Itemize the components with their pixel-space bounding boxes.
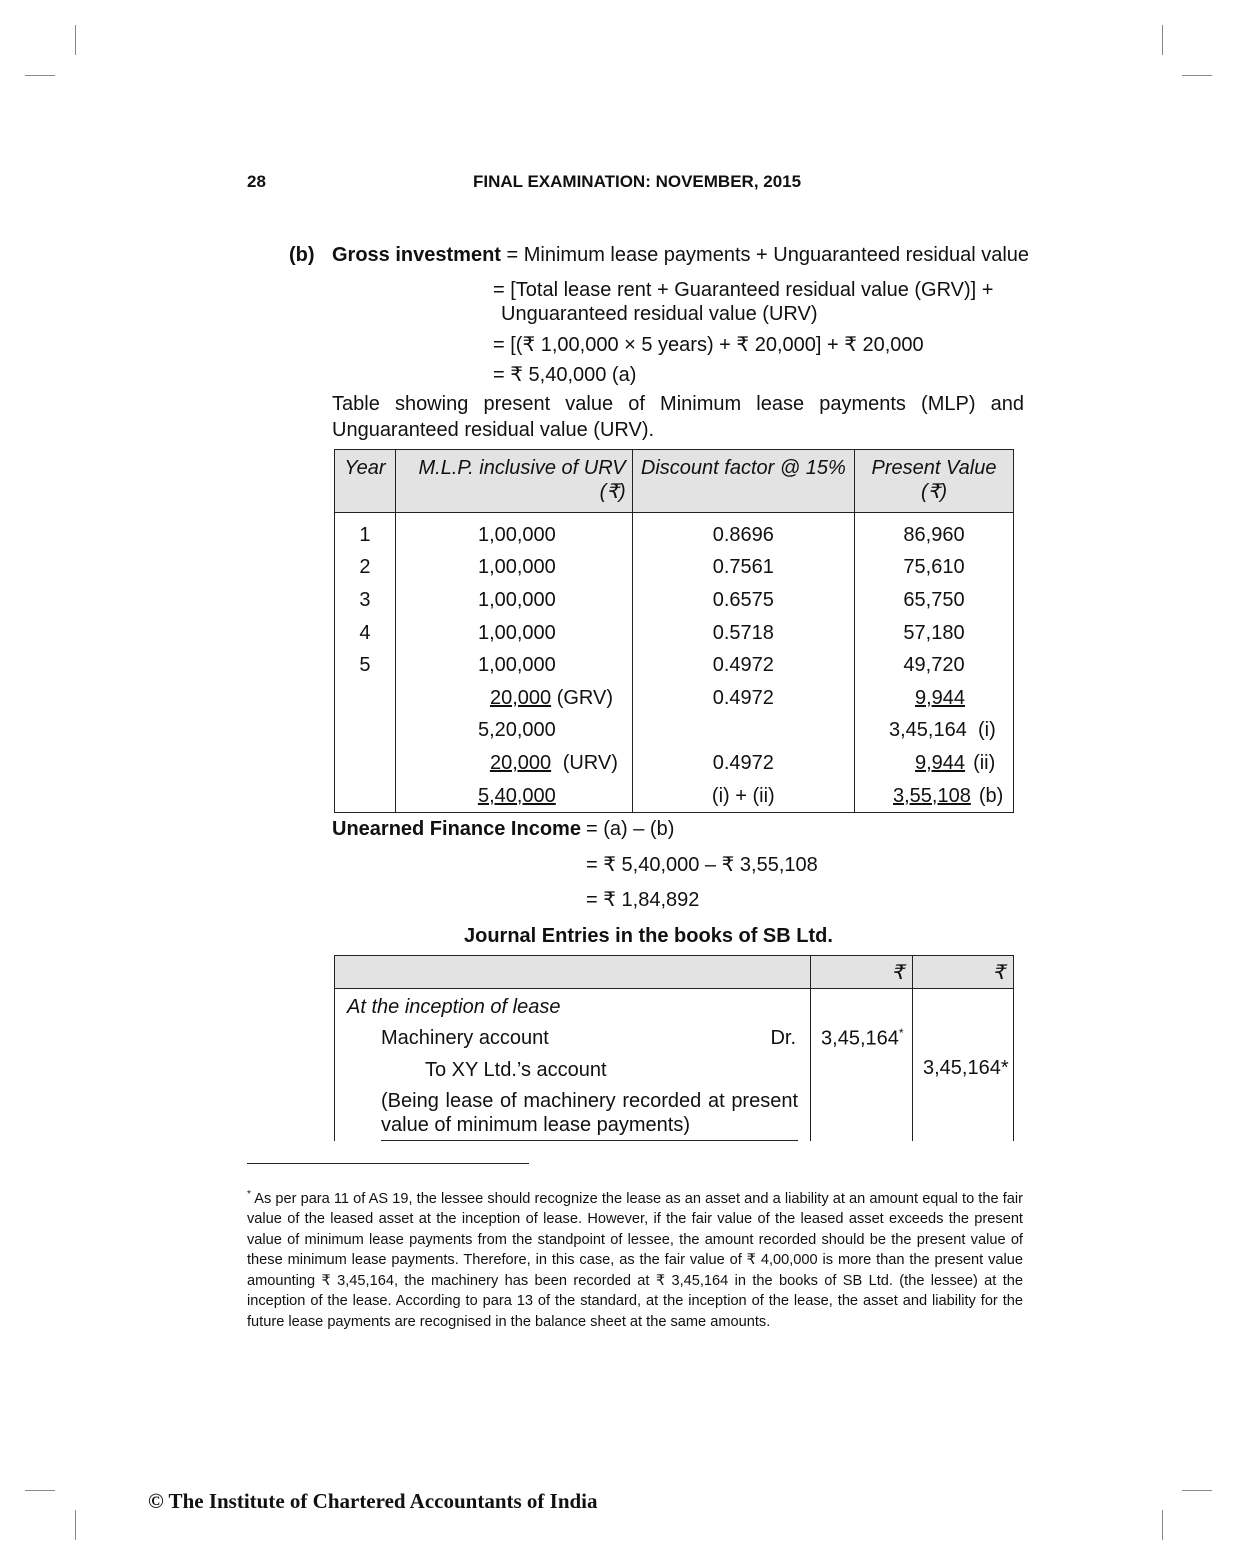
gross-investment-term: Gross investment xyxy=(332,244,501,266)
footnote-mark: * xyxy=(247,1189,251,1200)
cell-pv: 9,944 (ii) xyxy=(855,747,1014,780)
cell-pv: 65,750 xyxy=(855,584,1014,617)
grv-amount: 20,000 xyxy=(489,686,552,709)
table-row-subtotal xyxy=(335,715,1014,748)
cell-pv: 57,180 xyxy=(855,617,1014,650)
table-row xyxy=(335,552,1014,585)
journal-heading: At the inception of lease xyxy=(347,996,561,1018)
table-row xyxy=(335,584,1014,617)
cell-year xyxy=(335,747,396,780)
cell-pv: 3,55,108 (b) xyxy=(855,780,1014,813)
unearned-line-1: = (a) – (b) xyxy=(586,818,675,840)
cell-pv: 9,944 xyxy=(855,682,1014,715)
section-label: (b) xyxy=(289,244,315,266)
urv-suffix: (URV) xyxy=(562,751,618,774)
cell-pv: 49,720 xyxy=(855,649,1014,682)
journal-title: Journal Entries in the books of SB Ltd. xyxy=(464,925,833,947)
crop-mark xyxy=(1162,25,1163,55)
cell-year: 1 xyxy=(335,513,396,552)
table-row xyxy=(335,649,1014,682)
cell-df: 0.8696 xyxy=(632,513,854,552)
grv-suffix: (GRV) xyxy=(556,686,613,709)
journal-debit-amount-cell xyxy=(811,989,913,1142)
cell-df: 0.4972 xyxy=(632,682,854,715)
debit-account: Machinery account xyxy=(381,1027,549,1049)
crop-mark xyxy=(1162,1510,1163,1540)
credit-account: To XY Ltd.’s account xyxy=(425,1059,607,1081)
formula-line-3: = [(₹ 1,00,000 × 5 years) + ₹ 20,000] + ₹ 20,000 xyxy=(493,334,924,356)
table-header-row xyxy=(335,450,1014,513)
journal-particulars xyxy=(335,989,811,1142)
journal-header-debit: ₹ xyxy=(811,956,913,989)
narration-rule xyxy=(381,1137,798,1141)
table-row xyxy=(335,513,1014,552)
header-year: Year xyxy=(335,450,396,513)
table-row-urv xyxy=(335,747,1014,780)
crop-mark xyxy=(25,1490,55,1491)
cell-year: 3 xyxy=(335,584,396,617)
table-row-grv xyxy=(335,682,1014,715)
cell-mlp: 5,40,000 xyxy=(395,780,632,813)
gross-investment-formula: = Minimum lease payments + Unguaranteed residual value xyxy=(506,244,1030,266)
debit-footnote-mark: * xyxy=(898,1026,904,1040)
crop-mark xyxy=(1182,1490,1212,1491)
dr-label: Dr. xyxy=(770,1027,797,1049)
cell-mlp: 1,00,000 xyxy=(395,617,632,650)
present-value-table xyxy=(334,449,1014,813)
table-row xyxy=(335,617,1014,650)
table-intro: Table showing present value of Minimum lease payments (MLP) and Unguaranteed residual value (URV). xyxy=(332,393,1024,441)
footnote xyxy=(247,1185,1023,1332)
cell-year: 4 xyxy=(335,617,396,650)
gross-investment-definition xyxy=(332,243,1029,267)
cell-mlp: 1,00,000 xyxy=(395,552,632,585)
cell-year: 2 xyxy=(335,552,396,585)
journal-header-row xyxy=(335,956,1014,989)
header-mlp: M.L.P. inclusive of URV (₹) xyxy=(395,450,632,513)
formula-line-4: = ₹ 5,40,000 (a) xyxy=(493,364,637,386)
credit-amount: 3,45,164* xyxy=(923,1057,1009,1079)
cell-pv: 75,610 xyxy=(855,552,1014,585)
formula-line-2a: = [Total lease rent + Guaranteed residual value (GRV)] + xyxy=(493,279,994,301)
cell-df: 0.7561 xyxy=(632,552,854,585)
journal-credit-amount-cell xyxy=(913,989,1014,1142)
footnote-rule xyxy=(247,1163,529,1164)
journal-header-particulars xyxy=(335,956,811,989)
cell-df xyxy=(632,715,854,748)
cell-pv: 86,960 xyxy=(855,513,1014,552)
journal-row xyxy=(335,989,1014,1142)
urv-amount: 20,000 xyxy=(489,751,552,774)
unearned-line-2: = ₹ 5,40,000 – ₹ 3,55,108 xyxy=(586,854,818,876)
cell-mlp: 5,20,000 xyxy=(395,715,632,748)
journal-table xyxy=(334,955,1014,1141)
unearned-income-label: Unearned Finance Income xyxy=(332,818,581,840)
crop-mark xyxy=(75,1510,76,1540)
header-discount-factor: Discount factor @ 15% xyxy=(632,450,854,513)
table-row-total xyxy=(335,780,1014,813)
cell-year xyxy=(335,715,396,748)
crop-mark xyxy=(75,25,76,55)
formula-line-2b: Unguaranteed residual value (URV) xyxy=(501,303,818,325)
narration: (Being lease of machinery recorded at present value of minimum lease payments) xyxy=(381,1090,799,1136)
cell-mlp xyxy=(395,682,632,715)
cell-mlp: 1,00,000 xyxy=(395,513,632,552)
copyright-footer: © The Institute of Chartered Accountants of India xyxy=(148,1489,598,1513)
cell-pv: 3,45,164 (i) xyxy=(855,715,1014,748)
cell-df: 0.4972 xyxy=(632,649,854,682)
debit-amount: 3,45,164 xyxy=(821,1027,899,1050)
cell-mlp: 1,00,000 xyxy=(395,649,632,682)
cell-mlp xyxy=(395,747,632,780)
crop-mark xyxy=(1182,75,1212,76)
page-number: 28 xyxy=(247,172,266,191)
cell-df: 0.5718 xyxy=(632,617,854,650)
cell-df: (i) + (ii) xyxy=(632,780,854,813)
cell-year xyxy=(335,682,396,715)
footnote-text: As per para 11 of AS 19, the lessee should recognize the lease as an asset and a liability at an amount equal to the fair value of the leased asset at the inception of lease. However, if the fair value of the leased asset exceeds the present value of minimum lease payments from the standpoint of lessee, the amount recorded should be the present value of these minimum lease payments. Therefore, in this case, as the fair value of ₹ 4,00,000 is more than the present value amounting ₹ 3,45,164, the machinery has been recorded at ₹ 3,45,164 in the books of SB Ltd. (the lessee) at the inception of the lease. According to para 13 of the standard, at the inception of the lease, the asset and liability for the future lease payments are recognised in the balance sheet at the same amounts. xyxy=(247,1190,1023,1330)
journal-header-credit: ₹ xyxy=(913,956,1014,989)
cell-year: 5 xyxy=(335,649,396,682)
cell-df: 0.6575 xyxy=(632,584,854,617)
journal-debit-line xyxy=(347,1026,798,1058)
cell-mlp: 1,00,000 xyxy=(395,584,632,617)
crop-mark xyxy=(25,75,55,76)
unearned-line-3: = ₹ 1,84,892 xyxy=(586,889,700,911)
cell-year xyxy=(335,780,396,813)
cell-df: 0.4972 xyxy=(632,747,854,780)
page-header-title: FINAL EXAMINATION: NOVEMBER, 2015 xyxy=(473,172,802,191)
header-present-value: Present Value (₹) xyxy=(855,450,1014,513)
